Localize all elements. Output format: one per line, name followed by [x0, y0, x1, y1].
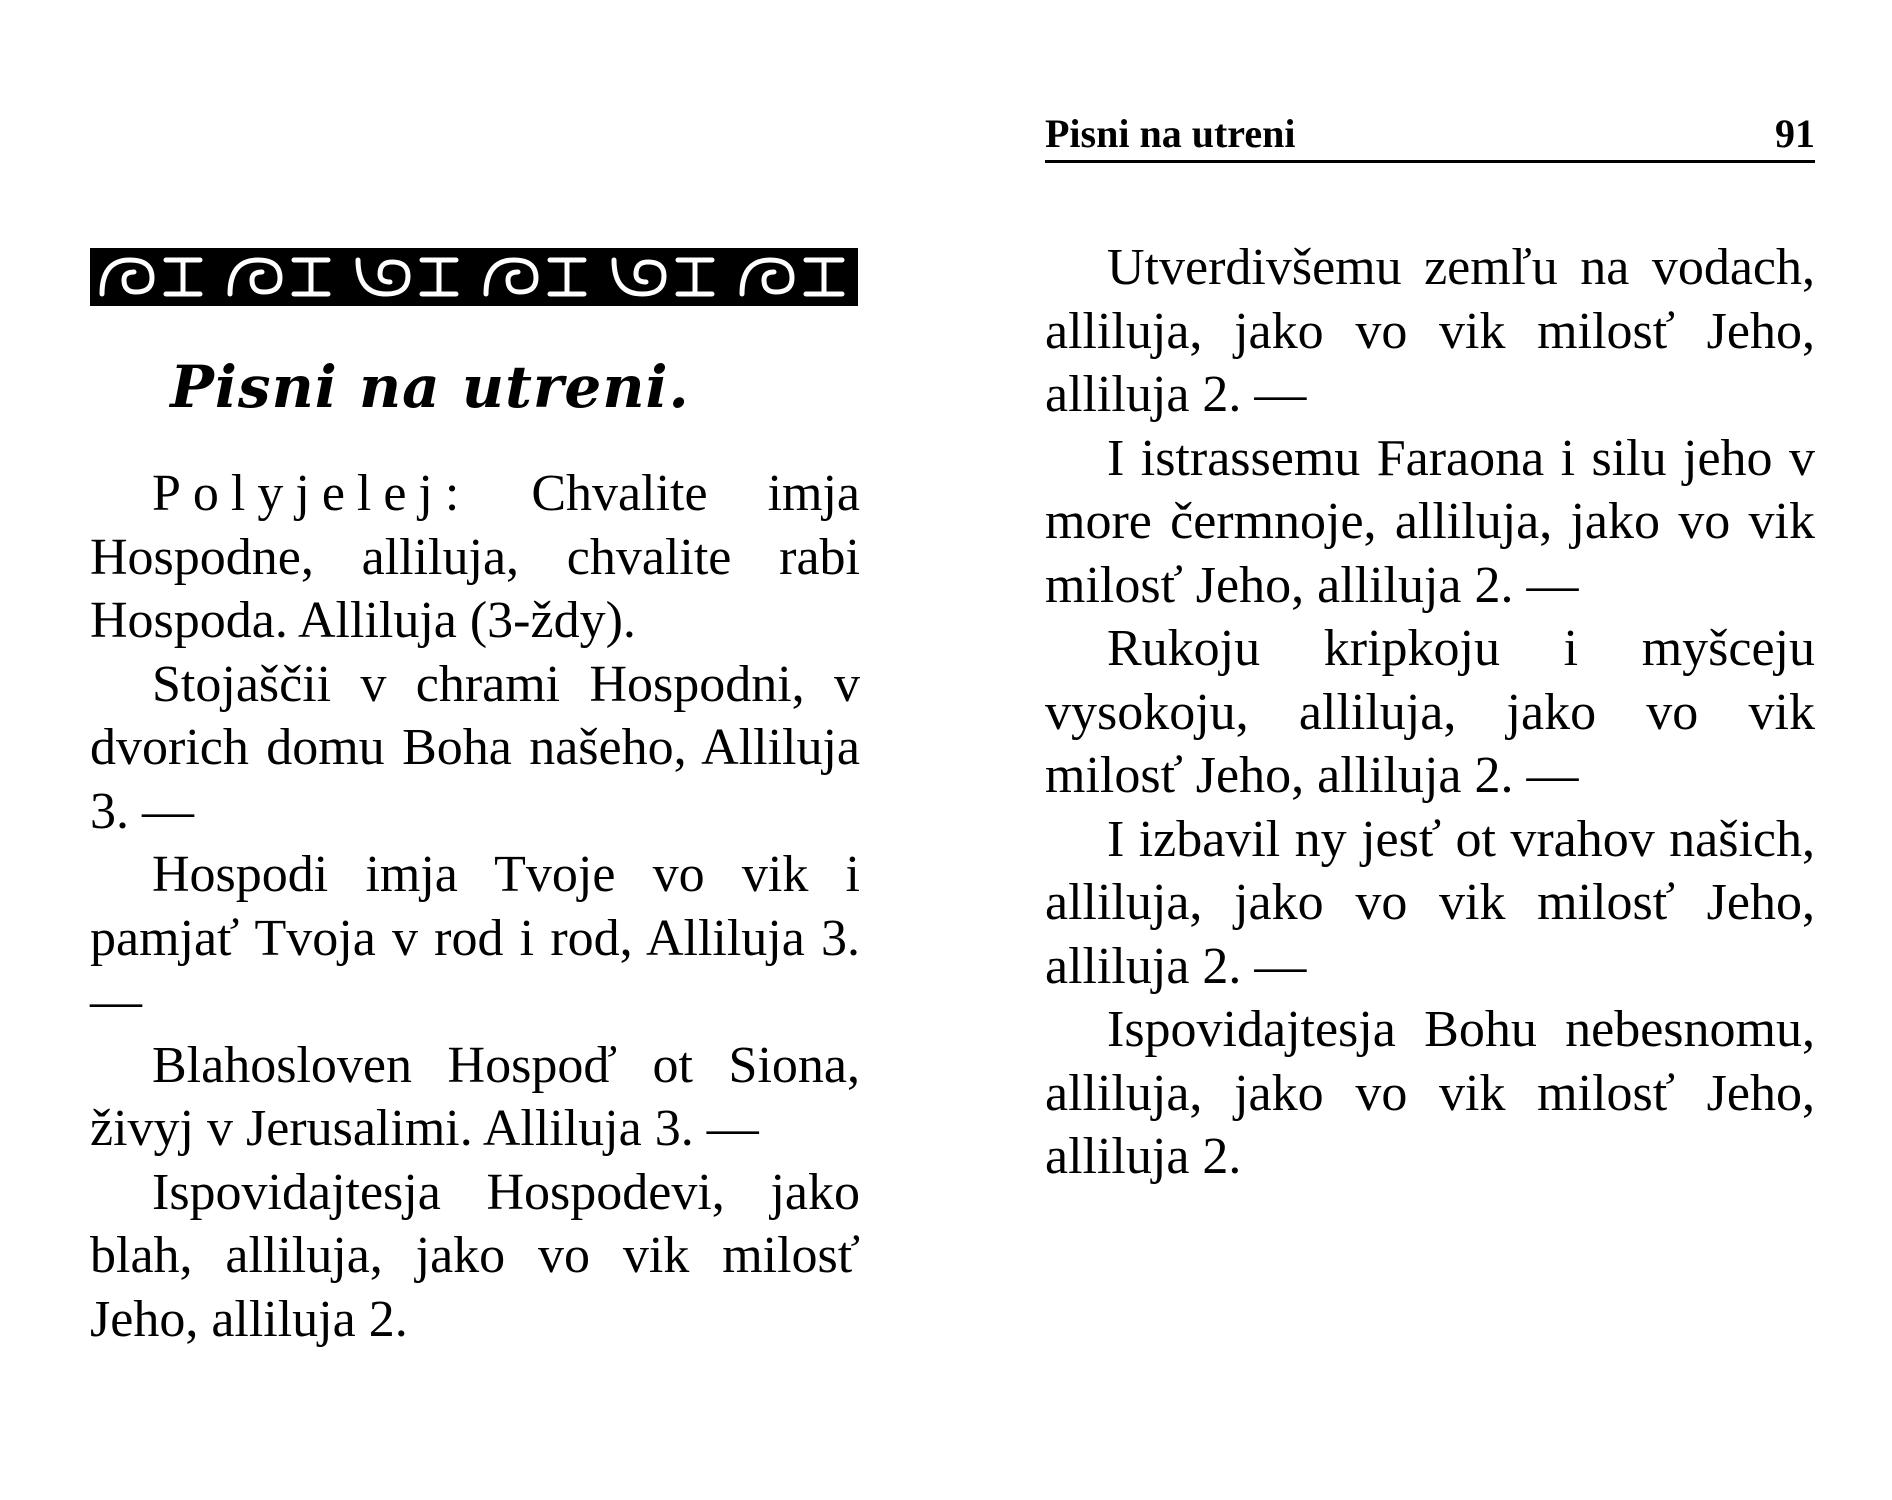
decorative-band-icon	[90, 248, 858, 306]
paragraph: Stojaščii v chrami Hospodni, v dvorich domu Boha našeho, Alliluja 3. —	[90, 655, 860, 840]
paragraph: I izbavil ny jesť ot vrahov našich, alliluja, jako vo vik milosť Jeho, alliluja 2. —	[1045, 810, 1815, 995]
paragraph: Ispovidajtesja Bohu nebesnomu, alliluja, jako vo vik milosť Jeho, alliluja 2.	[1045, 1001, 1815, 1185]
running-head	[1045, 108, 1815, 163]
page-number: 91	[1775, 111, 1815, 156]
paragraph: Blahosloven Hospoď ot Siona, živyj v Jerusalimi. Alliluja 3. —	[90, 1036, 860, 1157]
paragraph	[90, 462, 860, 653]
paragraph-text: Chvalite imja Hospodne, alliluja, chvalite rabi Hospoda. Alliluja (3-ždy).	[90, 465, 860, 649]
left-column	[90, 462, 860, 1351]
page-title: Pisni na utreni.	[170, 353, 690, 421]
paragraph: I istrassemu Faraona i silu jeho v more čermnoje, alliluja, jako vo vik milosť Jeho, alliluja 2. —	[1045, 429, 1815, 614]
ornament-pattern	[90, 248, 858, 306]
paragraph: Rukoju kripkoju i myšceju vysokoju, alliluja, jako vo vik milosť Jeho, alliluja 2. —	[1045, 620, 1815, 804]
paragraph: Ispovidajtesja Hospodevi, jako blah, alliluja, jako vo vik milosť Jeho, alliluja 2.	[90, 1163, 860, 1348]
paragraph: Hospodi imja Tvoje vo vik i pamjať Tvoja v rod i rod, Alliluja 3. —	[90, 846, 860, 1030]
right-column	[1045, 236, 1815, 1189]
lead-word: Polyjelej:	[152, 465, 472, 522]
paragraph: Utverdivšemu zemľu na vodach, alliluja, jako vo vik milosť Jeho, alliluja 2. —	[1045, 239, 1815, 423]
running-head-title: Pisni na utreni	[1045, 111, 1296, 156]
